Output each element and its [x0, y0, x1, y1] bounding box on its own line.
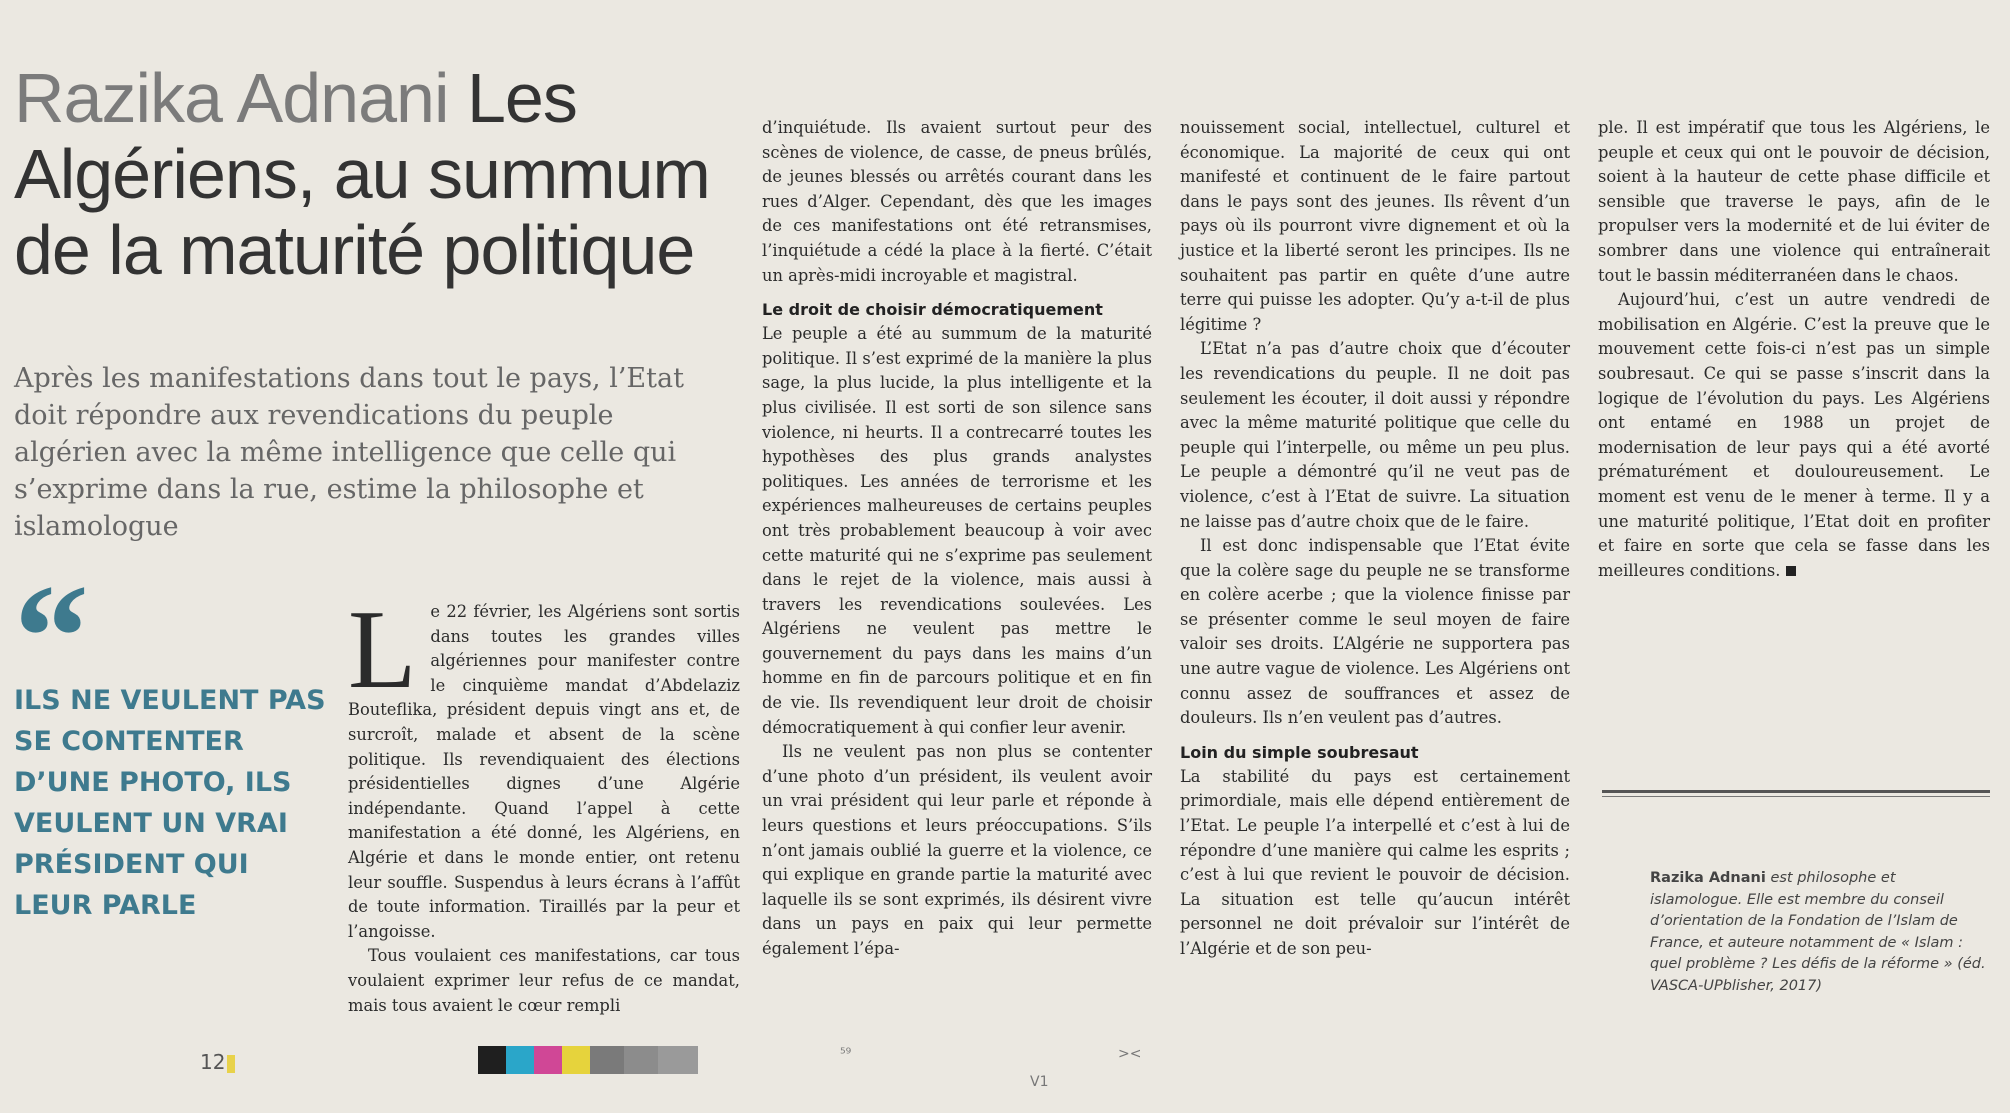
bio-divider [1602, 790, 1990, 793]
paragraph: Ils ne veulent pas non plus se contenter d’une photo d’un président, ils veulent avoir un vrai président qui leur parle et réponde à leurs questions et leurs préoccupations. S’ils n’ont jamais oublié la guerre et la violence, ce qui explique en grande partie la maturité avec laquelle ils se sont exprimés, ils désirent vivre dans un pays en paix qui leur permette également l’épa- [762, 742, 1152, 958]
color-swatch [590, 1046, 624, 1074]
color-swatch [658, 1046, 698, 1074]
paragraph: Le peuple a été au summum de la maturité politique. Il s’est exprimé de la manière la plus sage, la plus lucide, la plus intelligente et la plus civilisée. Il est sorti de son silence sans violence, ni heurts. Il a contrecarré toutes les hypothèses des plus grands analystes politiques. Les années de terrorisme et les expériences malheureuses de certains peuples ont très probablement beaucoup à voir avec cette maturité qui ne s’exprime pas seulement dans le rejet de la violence, mais aussi à travers les revendications soulevées. Les Algériens ne veulent pas mettre le gouvernement du pays dans les mains d’un homme en fin de parcours politique et en fin de vie. Ils revendiquent leur droit de choisir démocratiquement à qui confier leur avenir. [762, 324, 1152, 737]
color-swatch [624, 1046, 658, 1074]
page-number-text: 12 [200, 1050, 226, 1074]
color-registration-bar [478, 1046, 698, 1074]
paragraph-final [1598, 288, 1990, 583]
color-swatch [534, 1046, 562, 1074]
bio-name: Razika Adnani [1650, 870, 1766, 886]
pull-quote: ILS NE VEULENT PAS SE CONTENTER D’UNE PHOTO, ILS VEULENT UN VRAI PRÉSIDENT QUI LEUR PARLE [14, 685, 326, 921]
subheading: Loin du simple soubresaut [1180, 742, 1419, 762]
headline [14, 60, 734, 288]
paragraph: e 22 février, les Algériens sont sortis dans toutes les grandes villes algériennes pour manifester contre le cinquième mandat d’Abdelaziz Bouteflika, président depuis vingt ans et, de surcroît, malade et absent de la scène politique. Ils revendiquaient des élections présidentielles dignes d’une Algérie indépendante. Quand l’appel à cette manifestation a été donné, les Algériens, en Algérie et dans le monde entier, ont retenu leur souffle. Suspendus à leurs écrans à l’affût de toute information. Tiraillés par la peur et l’angoisse. [348, 602, 740, 941]
end-mark-icon [1786, 566, 1796, 576]
headline-author: Razika Adnani [14, 59, 449, 137]
paragraph-text: Aujourd’hui, c’est un autre vendredi de mobilisation en Algérie. C’est la preuve que le mouvement cette fois-ci n’est pas un simple soubresaut. Ce qui se passe s’inscrit dans la logique de l’évolution du pays. Les Algériens ont entamé en 1988 un projet de modernisation de leur pays qui a été avorté prématurément et douloureusement. Le moment est venu de le mener à terme. Il y a une maturité politique, l’Etat doit en profiter et faire en sorte que cela se fasse dans les meilleures conditions. [1598, 290, 1990, 580]
subheading: Le droit de choisir démocratiquement [762, 300, 1103, 320]
headline-title: Les Algériens, au summum de la maturité politique [14, 59, 710, 289]
column-4 [1598, 116, 1990, 583]
print-mark-center: V1 [1030, 1074, 1049, 1090]
dropcap: L [348, 588, 417, 712]
paragraph: Tous voulaient ces manifestations, car tous voulaient exprimer leur refus de ce mandat, mais tous avaient le cœur rempli [348, 946, 740, 1015]
paragraph: L’Etat n’a pas d’autre choix que d’écouter les revendications du peuple. Il ne doit pas seulement les écouter, il doit aussi y répondre avec la même maturité politique que celle du peuple qui l’interpelle, ou même un peu plus. Le peuple a démontré qu’il ne veut pas de violence, c’est à l’Etat de suivre. La situation ne laisse pas d’autre choix que de le faire. [1180, 339, 1570, 531]
column-1 [348, 588, 740, 1018]
paragraph: ple. Il est impératif que tous les Algériens, le peuple et ceux qui ont le pouvoir de décision, soient à la hauteur de cette phase difficile et sensible que traverse le pays, afin de le propulser vers la modernité et de lui éviter de sombrer dans une violence qui entraînerait tout le bassin méditerranéen dans le chaos. [1598, 118, 1990, 285]
page-number [200, 1050, 235, 1074]
print-mark-right: >< [1118, 1046, 1142, 1062]
color-swatch [478, 1046, 506, 1074]
paragraph: Il est donc indispensable que l’Etat évite que la colère sage du peuple ne se transforme en colère acerbe ; que la violence finisse par se présenter comme le seul moyen de faire valoir ses droits. L’Algérie ne supportera pas une autre vague de violence. Les Algériens ont connu assez de souffrances et assez de douleurs. Ils n’en veulent pas d’autres. [1180, 536, 1570, 728]
bio-text: est philosophe et islamologue. Elle est membre du conseil d’orientation de la Fondation de l’Islam de France, et auteure notamment de « Islam : quel problème ? Les défis de la réforme » (éd. VASCA-UPblisher, 2017) [1650, 870, 1986, 994]
paragraph: La stabilité du pays est certainement primordiale, mais elle dépend entièrement de l’Etat. Le peuple l’a interpellé et c’est à lui de répondre d’une manière qui calme les esprits ; c’est à lui que revient le pouvoir de décision. La situation est telle qu’aucun intérêt personnel ne doit prévaloir sur l’intérêt de l’Algérie et de son peu- [1180, 766, 1570, 958]
quote-mark-icon: “ [14, 562, 89, 662]
bio-divider-thin [1602, 796, 1990, 797]
paragraph: d’inquiétude. Ils avaient surtout peur des scènes de violence, de casse, de pneus brûlés, de jeunes blessés ou arrêtés courant dans les rues d’Alger. Cependant, dès que les images de ces manifestations ont été retransmises, l’inquiétude a cédé la place à la fierté. C’était un après-midi incroyable et magistral. [762, 118, 1152, 285]
column-2 [762, 116, 1152, 962]
color-swatch [506, 1046, 534, 1074]
paragraph: nouissement social, intellectuel, culturel et économique. La majorité de ceux qui ont manifesté et continuent de le faire partout dans le pays sont des jeunes. Ils rêvent d’un pays où ils pourront vivre dignement et où la justice et la liberté seront les principes. Ils ne souhaitent pas partir en quête d’une autre terre qui puisse les adopter. Qu’y a-t-il de plus légitime ? [1180, 118, 1570, 334]
print-mark-left: ⁵⁹ [840, 1046, 852, 1062]
folio-mark [227, 1055, 235, 1073]
standfirst: Après les manifestations dans tout le pays, l’Etat doit répondre aux revendications du peuple algérien avec la même intelligence que celle qui s’exprime dans la rue, estime la philosophe et islamologue [14, 363, 684, 542]
author-bio [1650, 868, 1986, 997]
column-3 [1180, 116, 1570, 962]
color-swatch [562, 1046, 590, 1074]
